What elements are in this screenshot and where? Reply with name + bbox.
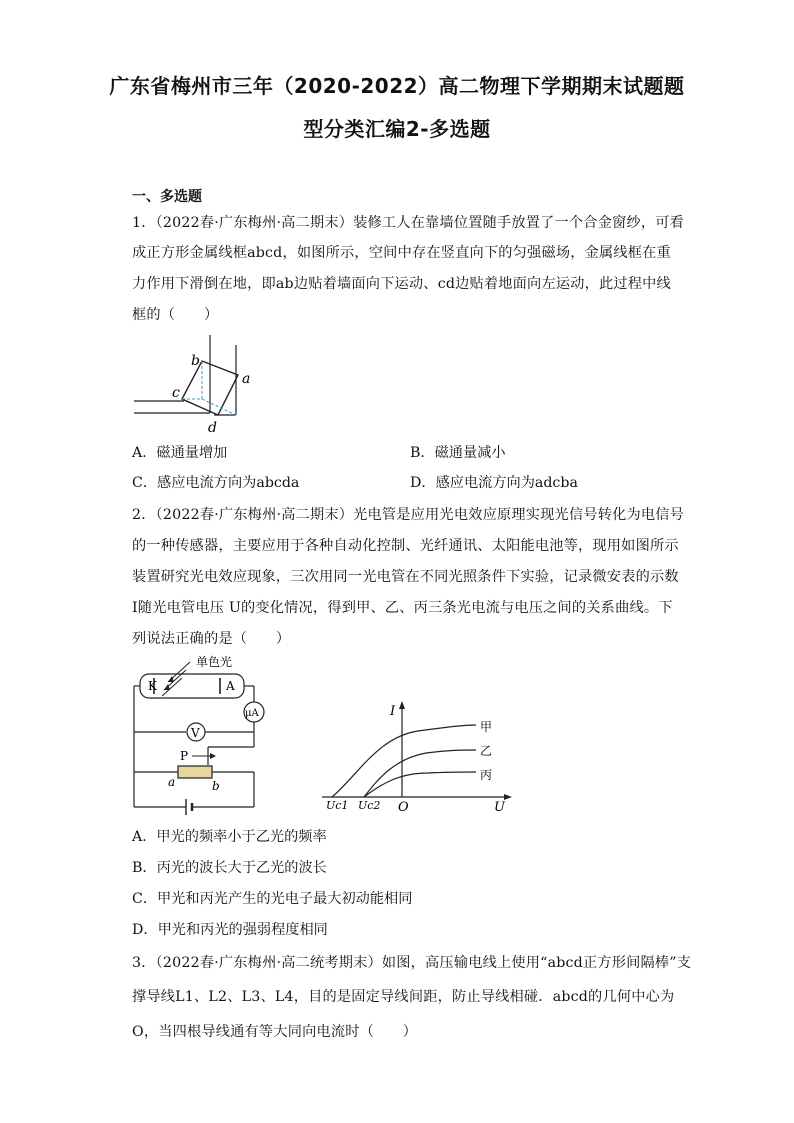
q1-line-3: 力作用下滑倒在地，即ab边贴着墙面向下运动、cd边贴着地面向左运动，此过程中线 <box>132 276 671 292</box>
q2-label-p: P <box>180 749 189 763</box>
q2-iu-graph <box>318 695 518 815</box>
q2-option-d[interactable]: D．甲光和丙光的强弱程度相同 <box>132 922 328 938</box>
q2-axis-u: U <box>494 800 505 815</box>
q2-line-3: 装置研究光电效应现象，三次用同一光电管在不同光照条件下实验，记录微安表的示数 <box>132 569 679 585</box>
q2-curve-jia: 甲 <box>480 720 493 734</box>
q1-line-1: 1．（2022春·广东梅州·高二期末）装修工人在靠墙位置随手放置了一个合金窗纱，可看 <box>132 215 685 231</box>
page-title-line2: 型分类汇编2-多选题 <box>303 117 491 141</box>
q1-label-d: d <box>208 420 217 435</box>
q2-curve-bing: 丙 <box>480 768 493 782</box>
q1-option-c[interactable]: C．感应电流方向为abcda <box>132 475 300 491</box>
q2-origin: O <box>398 800 409 815</box>
q1-line-4: 框的（ ） <box>132 307 219 323</box>
q2-label-light: 单色光 <box>196 655 233 669</box>
q1-label-c: c <box>172 385 180 401</box>
q2-circuit-diagram <box>128 652 278 817</box>
q3-line-3: O，当四根导线通有等大同向电流时（ ） <box>132 1024 418 1040</box>
q1-label-b: b <box>191 353 200 369</box>
q2-label-microammeter: μA <box>245 708 259 719</box>
q2-line-2: 的一种传感器，主要应用于各种自动化控制、光纤通讯、太阳能电池等，现用如图所示 <box>132 538 679 554</box>
q1-label-a: a <box>242 371 251 387</box>
q2-curve-yi: 乙 <box>480 744 493 758</box>
q2-line-4: I随光电管电压 U的变化情况，得到甲、乙、丙三条光电流与电压之间的关系曲线。下 <box>132 600 673 616</box>
q2-option-c[interactable]: C．甲光和丙光产生的光电子最大初动能相同 <box>132 891 413 907</box>
q2-axis-i: I <box>390 704 396 719</box>
q1-line-2: 成正方形金属线框abcd，如图所示，空间中存在竖直向下的匀强磁场，金属线框在重 <box>132 245 671 261</box>
q3-line-2: 撑导线L1、L2、L3、L4，目的是固定导线间距，防止导线相碰．abcd的几何中心为 <box>132 989 675 1005</box>
q2-line-1: 2．（2022春·广东梅州·高二期末）光电管是应用光电效应原理实现光信号转化为电信号 <box>132 507 685 523</box>
section-heading: 一、多选题 <box>132 189 202 205</box>
q2-label-k: K <box>148 679 157 693</box>
q2-label-voltmeter: V <box>191 726 200 740</box>
q2-label-b-end: b <box>212 779 220 793</box>
q1-frame-diagram <box>130 335 260 435</box>
q1-option-a[interactable]: A．磁通量增加 <box>132 445 228 461</box>
q2-label-anode: A <box>226 679 235 693</box>
q2-line-5: 列说法正确的是（ ） <box>132 631 291 647</box>
q2-option-b[interactable]: B．丙光的波长大于乙光的波长 <box>132 860 327 876</box>
q3-line-1: 3．（2022春·广东梅州·高二统考期末）如图，高压输电线上使用“abcd正方形间隔棒”支 <box>132 955 692 971</box>
q2-label-uc1: Uc1 <box>326 799 349 812</box>
q2-label-a-end: a <box>168 775 176 789</box>
q2-label-uc2: Uc2 <box>358 799 381 812</box>
q1-option-b[interactable]: B．磁通量减小 <box>410 445 506 461</box>
q1-option-d[interactable]: D．感应电流方向为adcba <box>410 475 578 491</box>
q2-option-a[interactable]: A．甲光的频率小于乙光的频率 <box>132 829 327 845</box>
page-title-line1: 广东省梅州市三年（2020-2022）高二物理下学期期末试题题 <box>109 74 685 98</box>
